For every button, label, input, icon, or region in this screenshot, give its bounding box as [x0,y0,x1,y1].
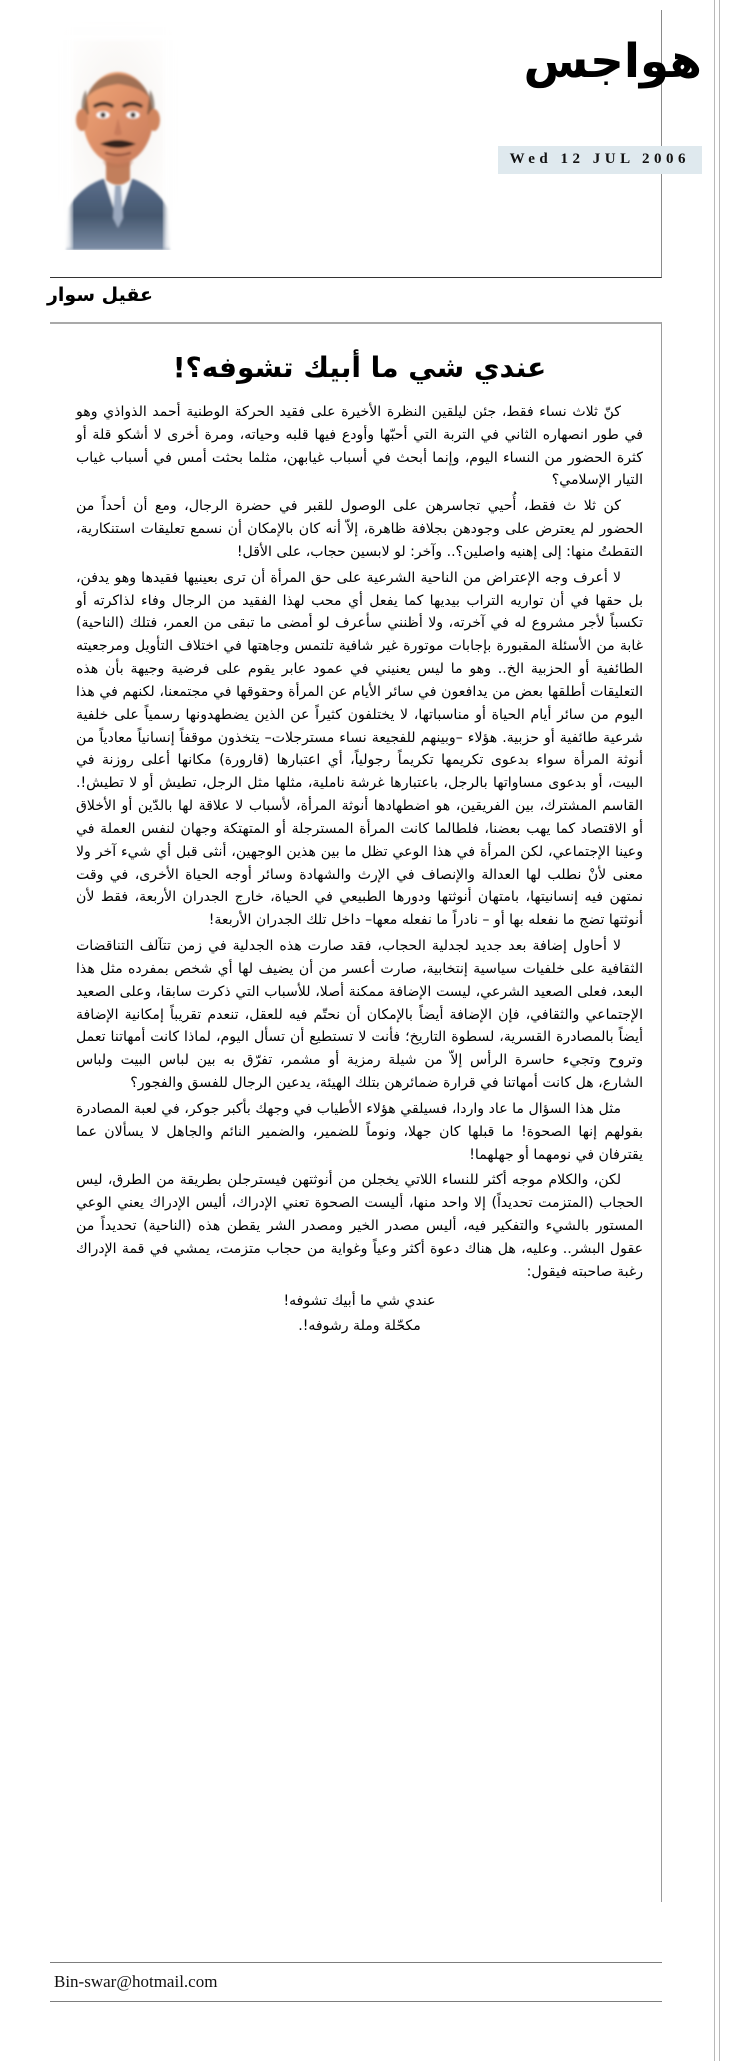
article-paragraph: مثل هذا السؤال ما عاد واردا، فسيلقي هؤلاء الأطياب في وجهك بأكبر جوكر، في لعبة المصادرة بقولهم إنها الصحوة! ما قبلها كان جهلا، ونوماً للضمير، والضمير النائم والجاهل لا يسألان عما يقترفان في نومهما أو جهلهما! [76,1100,643,1163]
author-email-link[interactable]: Bin-swar@hotmail.com [54,1972,218,1991]
article-paragraph: لا أعرف وجه الإعتراض من الناحية الشرعية على حق المرأة أن ترى بعينيها فقيدها وهو يدفن، بل حقها في أن تواريه التراب بيديها كما يفعل أي محب لهذا الفقيد من الرجال وفاء لذاكرته أو تكسباً لأجر مشروع له في آخرته، ولا أظنني سأعرف لو أمضى ما تبقى من العمر، فتلك (الناحية) غابة من الأسئلة المقبورة بإجابات موتورة غير شافية تلتمس وجاهتها في اختلاف التأويل ومرجعيته الطائفية أو الحزبية الخ.. وهو ما ليس يعنيني في عمود عابر يقوم على فرضية وجيهة بأن هذه التعليقات أطلقها بعض من يدافعون في سائر الأيام عن المرأة وحقوقها في مجتمعنا، لكنهم في هذا اليوم من سائر أيام الحياة أو مناسباتها، لا يختلفون كثيراً عن الذين يضطهدونها رسمياً على خلفية شرعية طائفية أو حزبية. هؤلاء –وبينهم للفجيعة نساء مسترجلات– يتخذون موقفاً إنسانياً معادياً من أنوثة المرأة سواء بدعوى تكريمها تكريماً رجولياً، أي اعتبارها (قارورة) مكانها أعلى روزنة في البيت، أو بدعوى مساواتها بالرجل، باعتبارها غرشة ناملية، مثلها مثل الرجل، تطيش أو لا تطيش!. القاسم المشترك، بين الفريقين، هو اضطهادها أنوثة المرأة، لأسباب لا علاقة لها بالدّين أو الأخلاق أو الاقتصاد كما يهب بعضنا، فلطالما كانت المرأة المسترجلة أو المتهتكة وجهان لنفس العملة في وعينا الإجتماعي، لكن المرأة في هذا الوعي تظل ما بين هذين الوجهين، أنثى قبل أي شيء آخر ولا معنى لأنْ نطلب لها العدالة والإنصاف في الإرث والشهادة وسائر أوجه الحياة الأخرى، في وقت نمتهن فيه إنسانيتها، بامتهان أنوثتها ودورها الطبيعي في الحياة، خارج الجدران الأربعة، فقط لأن أنوثتها تضج ما نفعله بها أو – نادراً ما نفعله معها– داخل تلك الجدران الأربعة! [76,569,643,929]
publication-logo-title: هواجس [523,34,702,89]
article-headline: عندي شي ما أبيك تشوفه؟! [172,351,547,384]
publication-date-badge: Wed 12 JUL 2006 [498,146,702,174]
masthead [50,10,710,280]
article-paragraph: كن ثلا ث فقط، أُحيي تجاسرهن على الوصول للقبر في حضرة الرجال، ومع أن أحداً من الحضور لم يعترض على وجودهن بجلافة ظاهرة، إلاّ أنه كان بالإمكان أن نسمع تعليقات استنكارية، التقطتُ منها: إلى إهنيه واصلين؟.. وآخر: لو لابسين حجاب، على الأقل! [76,498,643,560]
author-byline: عقيل سوار [46,284,153,306]
page-gutter-rule-left [714,0,715,2061]
article-paragraphs [76,401,643,1338]
article-paragraph: لكن، والكلام موجه أكثر للنساء اللاتي يخجلن من أنوثتهن فيسترجلن بطريقة من الطرق، ليس الحجاب (المتزمت تحديداً) إلا واحد منها، أليست الصحوة تعني الإدراك، أليس الإدراك يعني الوعي المستور بالشيء والتفكير فيه، أليس مصدر الخير ومصدر الشر يقطن هذه (الناحية) تحديداً من عقول البشر.. وعليه، هل هناك دعوة أكثر وعياً وغواية من حجاب متزمت، يمشي في قمة الإدراك رغبة صاحبته فيقول: [76,1172,643,1280]
closing-line: مكحّلة وملة رشوفه!. [298,1318,421,1335]
article-closing-couplet [76,1290,643,1338]
closing-line: عندي شي ما أبيك تشوفه! [283,1293,436,1310]
page-gutter-rule-right [719,0,720,2061]
author-portrait-photo [58,22,178,250]
article-body-card [50,322,662,1902]
article-footer [50,1962,662,2002]
article-paragraph: لا أحاول إضافة بعد جديد لجدلية الحجاب، فقد صارت هذه الجدلية في زمن تتآلف التناقضات الثقافية على خلفيات سياسية إنتخابية، صارت أعسر من أن يضيف لها أي شخص بمفرده مثل هذا البعد، فعلى الصعيد الشرعي، ليست الإضافة ممكنة أصلا، للأسباب التي ذكرت سابقا، وعلى الصعيد الإجتماعي والثقافي، فإن الإضافة أيضاً بالإمكان أن نحتّم فيه للعقل، تنعدم تقريباً إمكانية الإضافة أيضاً بالمصادرة القسرية، لسطوة التاريخ؛ فأنت لا تستطيع أن تسأل اليوم، لماذا كانت أمهاتنا تعمل وتروح وتجيء حاسرة الرأس إلاّ من شيلة رمزية أو مشمر، تفرّق به بين لباس البيت ولباس الشارع، هل كانت أمهاتنا في قرارة ضمائرهن بتلك الهيئة، يدعين الرجال للفسق والفجور؟ [76,938,643,1092]
article-paragraph: كنّ ثلاث نساء فقط، جئن ليلقين النظرة الأخيرة على فقيد الحركة الوطنية أحمد الذواذي وهو في طور انصهاره الثاني في التربة التي أحبّها وأودع فيها قلبه وحياته، ومرة أخرى لا أشكو قلة أو كثرة الحضور من النساء اليوم، وإنما أبحث في أسباب غيابهن، مثلما بحثت أمس في أسباب غياب التيار الإسلامي؟ [76,404,643,489]
author-portrait [58,22,178,250]
